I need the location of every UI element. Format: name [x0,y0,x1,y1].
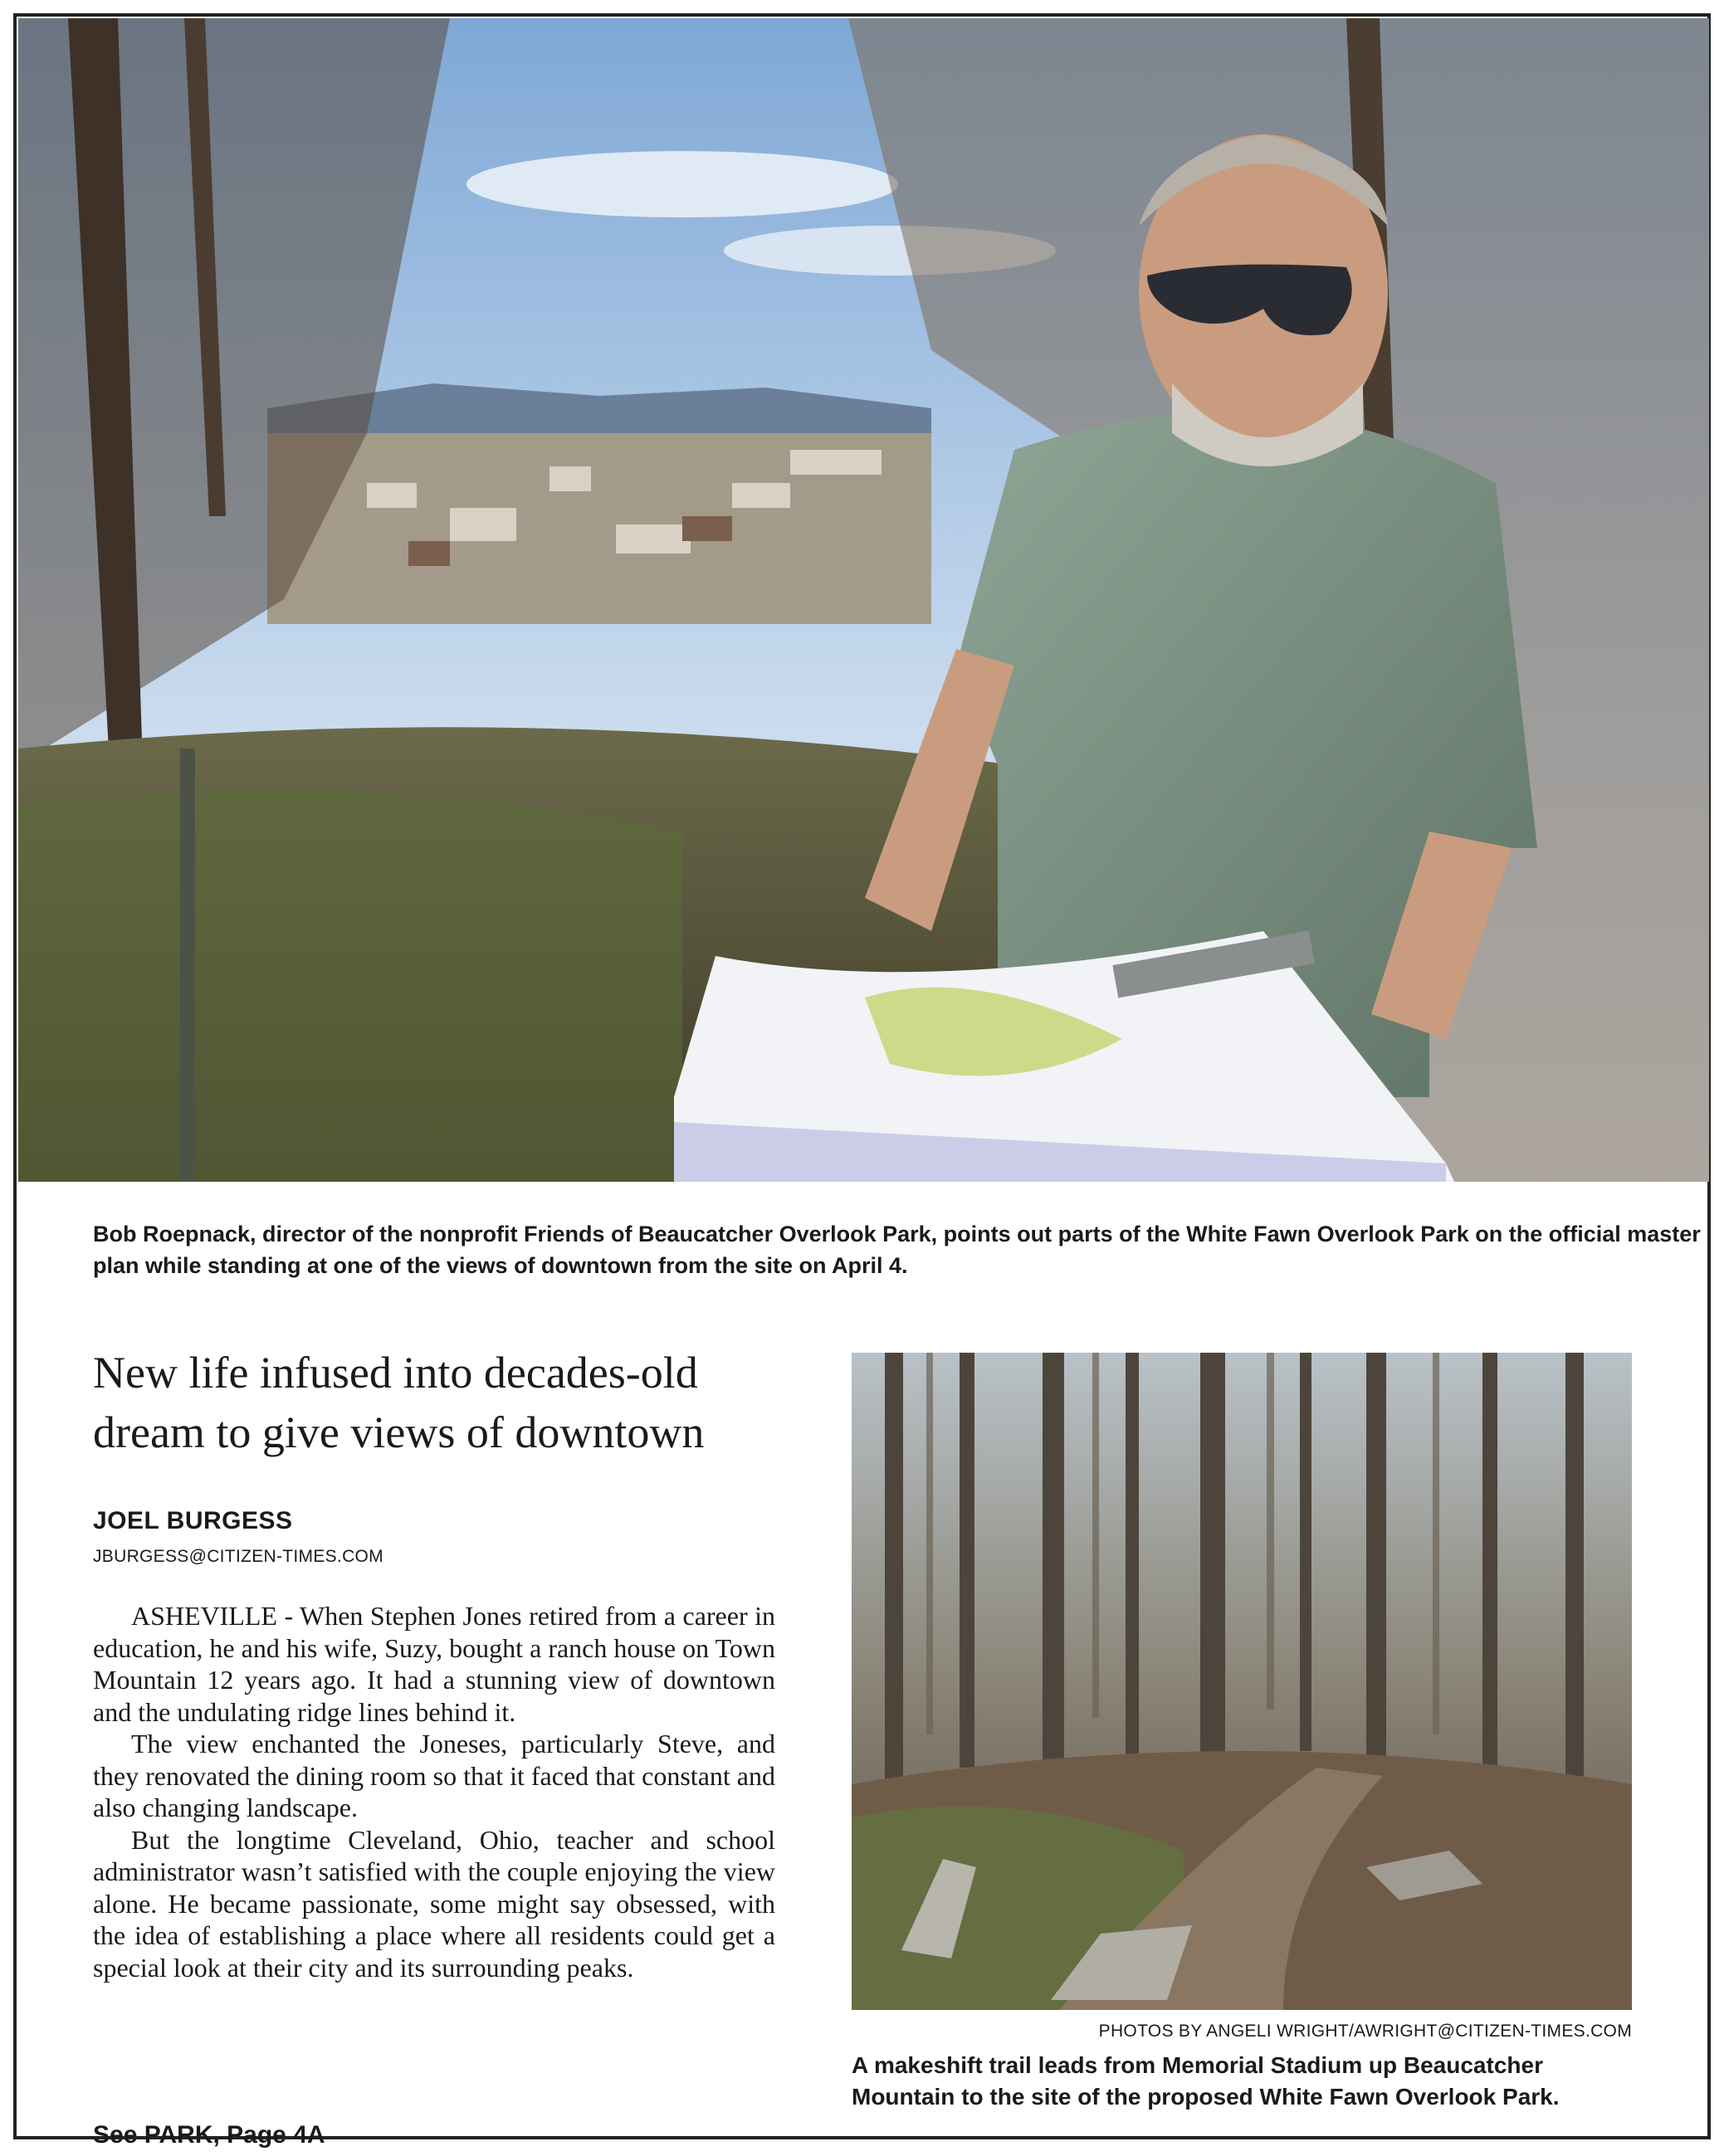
headline-line-2: dream to give views of downtown [93,1407,705,1457]
trail-photo-caption: A makeshift trail leads from Memorial Stadium up Beaucatcher Mountain to the site of the proposed White Fawn Overlook Park. [852,2052,1560,2110]
article-paragraph: ASHEVILLE - When Stephen Jones retired from a career in education, he and his wife, Suzy, bought a ranch house on Town Mountain 12 years ago. It had a stunning view of downtown and the undulating ridge lines behind it. [93,1601,775,1727]
headline-line-1: New life infused into decades-old [93,1348,698,1397]
article-paragraph: But the longtime Cleveland, Ohio, teacher and school administrator wasn’t satisfied with the couple enjoying the view alone. He became passionate, some might say obsessed, with the idea of establishing a place where all residents could get a special look at their city and its surrounding peaks. [93,1824,775,1983]
top-photo [18,18,1709,1182]
photo-credit: PHOTOS BY ANGELI WRIGHT/AWRIGHT@CITIZEN-TIMES.COM [1098,2022,1632,2041]
article-body [93,1600,775,1983]
jump-line: See PARK, Page 4A [93,2121,325,2149]
article-paragraph: The view enchanted the Joneses, particularly Steve, and they renovated the dining room so that it faced that constant and also changing landscape. [93,1729,775,1822]
byline-author: JOEL BURGESS [93,1507,293,1534]
headline [93,1343,807,1462]
byline-email: JBURGESS@CITIZEN-TIMES.COM [93,1547,383,1566]
trail-photo [852,1353,1632,2010]
top-photo-caption: Bob Roepnack, director of the nonprofit Friends of Beaucatcher Overlook Park, points out parts of the White Fawn Overlook Park on the official master plan while standing at one of the views of downtown from the site on April 4. [93,1222,1701,1278]
